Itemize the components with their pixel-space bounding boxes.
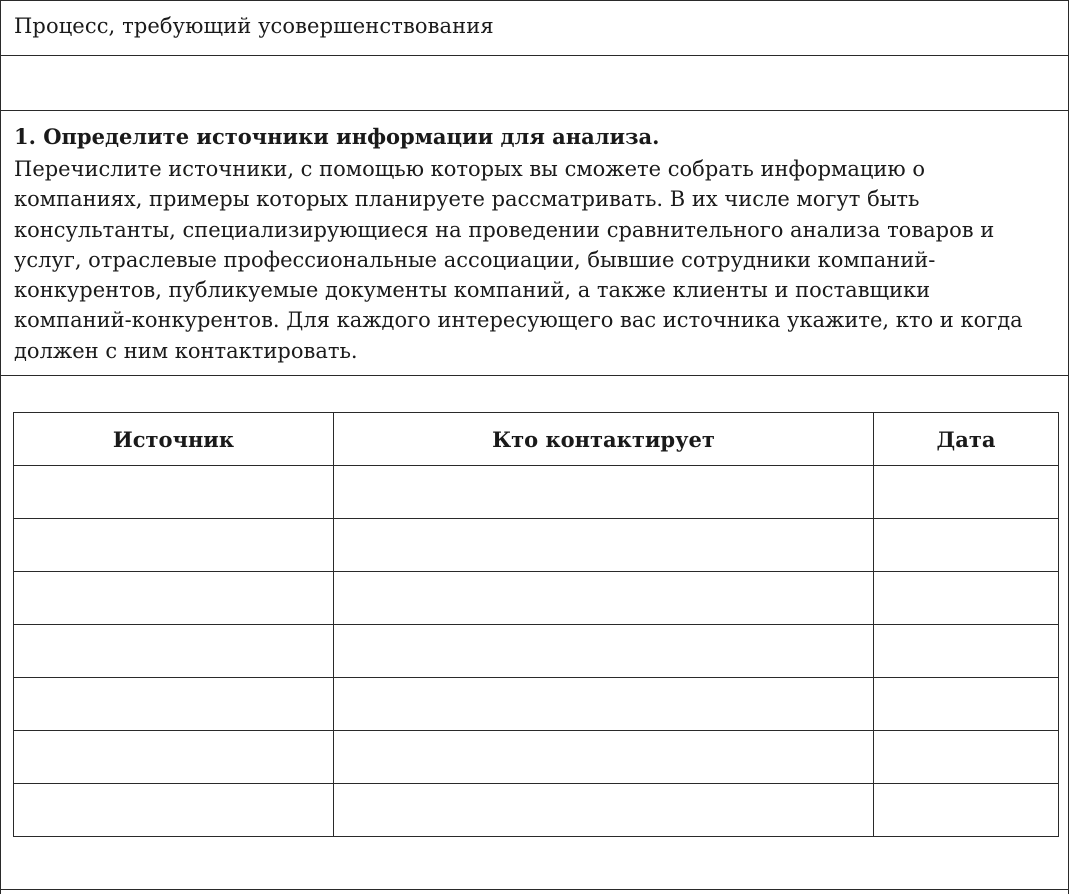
contact-cell[interactable] — [334, 519, 874, 572]
table-row — [14, 784, 1059, 837]
table-row — [14, 731, 1059, 784]
instruction-line: конкурентов, публикуемые документы компаний, а также клиенты и поставщики — [14, 278, 931, 303]
table-row — [14, 466, 1059, 519]
instruction-line: услуг, отраслевые профессиональные ассоциации, бывшие сотрудники компаний- — [14, 247, 936, 272]
instruction-line: консультанты, специализирующиеся на проведении сравнительного анализа товаров и — [14, 217, 995, 242]
instruction-line: Перечислите источники, с помощью которых вы сможете собрать информацию о — [14, 157, 925, 181]
date-cell[interactable] — [874, 678, 1059, 731]
source-cell[interactable] — [14, 625, 334, 678]
source-cell[interactable] — [14, 572, 334, 625]
date-cell[interactable] — [874, 519, 1059, 572]
table-row — [14, 519, 1059, 572]
instruction-heading: 1. Определите источники информации для анализа. — [14, 124, 660, 149]
contact-cell[interactable] — [334, 466, 874, 519]
source-cell[interactable] — [14, 731, 334, 784]
sources-table — [13, 412, 1059, 837]
instruction-text — [14, 154, 1059, 366]
instruction-line: компаниях, примеры которых планируете рассматривать. В их числе могут быть — [14, 187, 920, 212]
source-cell[interactable] — [14, 466, 334, 519]
contact-cell[interactable] — [334, 784, 874, 837]
process-value-field[interactable] — [0, 55, 1069, 111]
contact-cell[interactable] — [334, 625, 874, 678]
column-header-source: Источник — [14, 413, 334, 466]
table-header-row — [14, 413, 1059, 466]
instruction-line: должен с ним контактировать. — [14, 338, 358, 363]
column-header-date: Дата — [874, 413, 1059, 466]
date-cell[interactable] — [874, 784, 1059, 837]
instruction-line: компаний-конкурентов. Для каждого интересующего вас источника укажите, кто и когда — [14, 308, 1023, 333]
process-label: Процесс, требующий усовершенствования — [14, 14, 494, 38]
contact-cell[interactable] — [334, 678, 874, 731]
table-row — [14, 572, 1059, 625]
date-cell[interactable] — [874, 625, 1059, 678]
source-cell[interactable] — [14, 678, 334, 731]
source-cell[interactable] — [14, 519, 334, 572]
table-row — [14, 625, 1059, 678]
bottom-divider — [0, 889, 1069, 895]
date-cell[interactable] — [874, 572, 1059, 625]
table-row — [14, 678, 1059, 731]
column-header-contact: Кто контактирует — [334, 413, 874, 466]
contact-cell[interactable] — [334, 572, 874, 625]
date-cell[interactable] — [874, 731, 1059, 784]
date-cell[interactable] — [874, 466, 1059, 519]
contact-cell[interactable] — [334, 731, 874, 784]
source-cell[interactable] — [14, 784, 334, 837]
